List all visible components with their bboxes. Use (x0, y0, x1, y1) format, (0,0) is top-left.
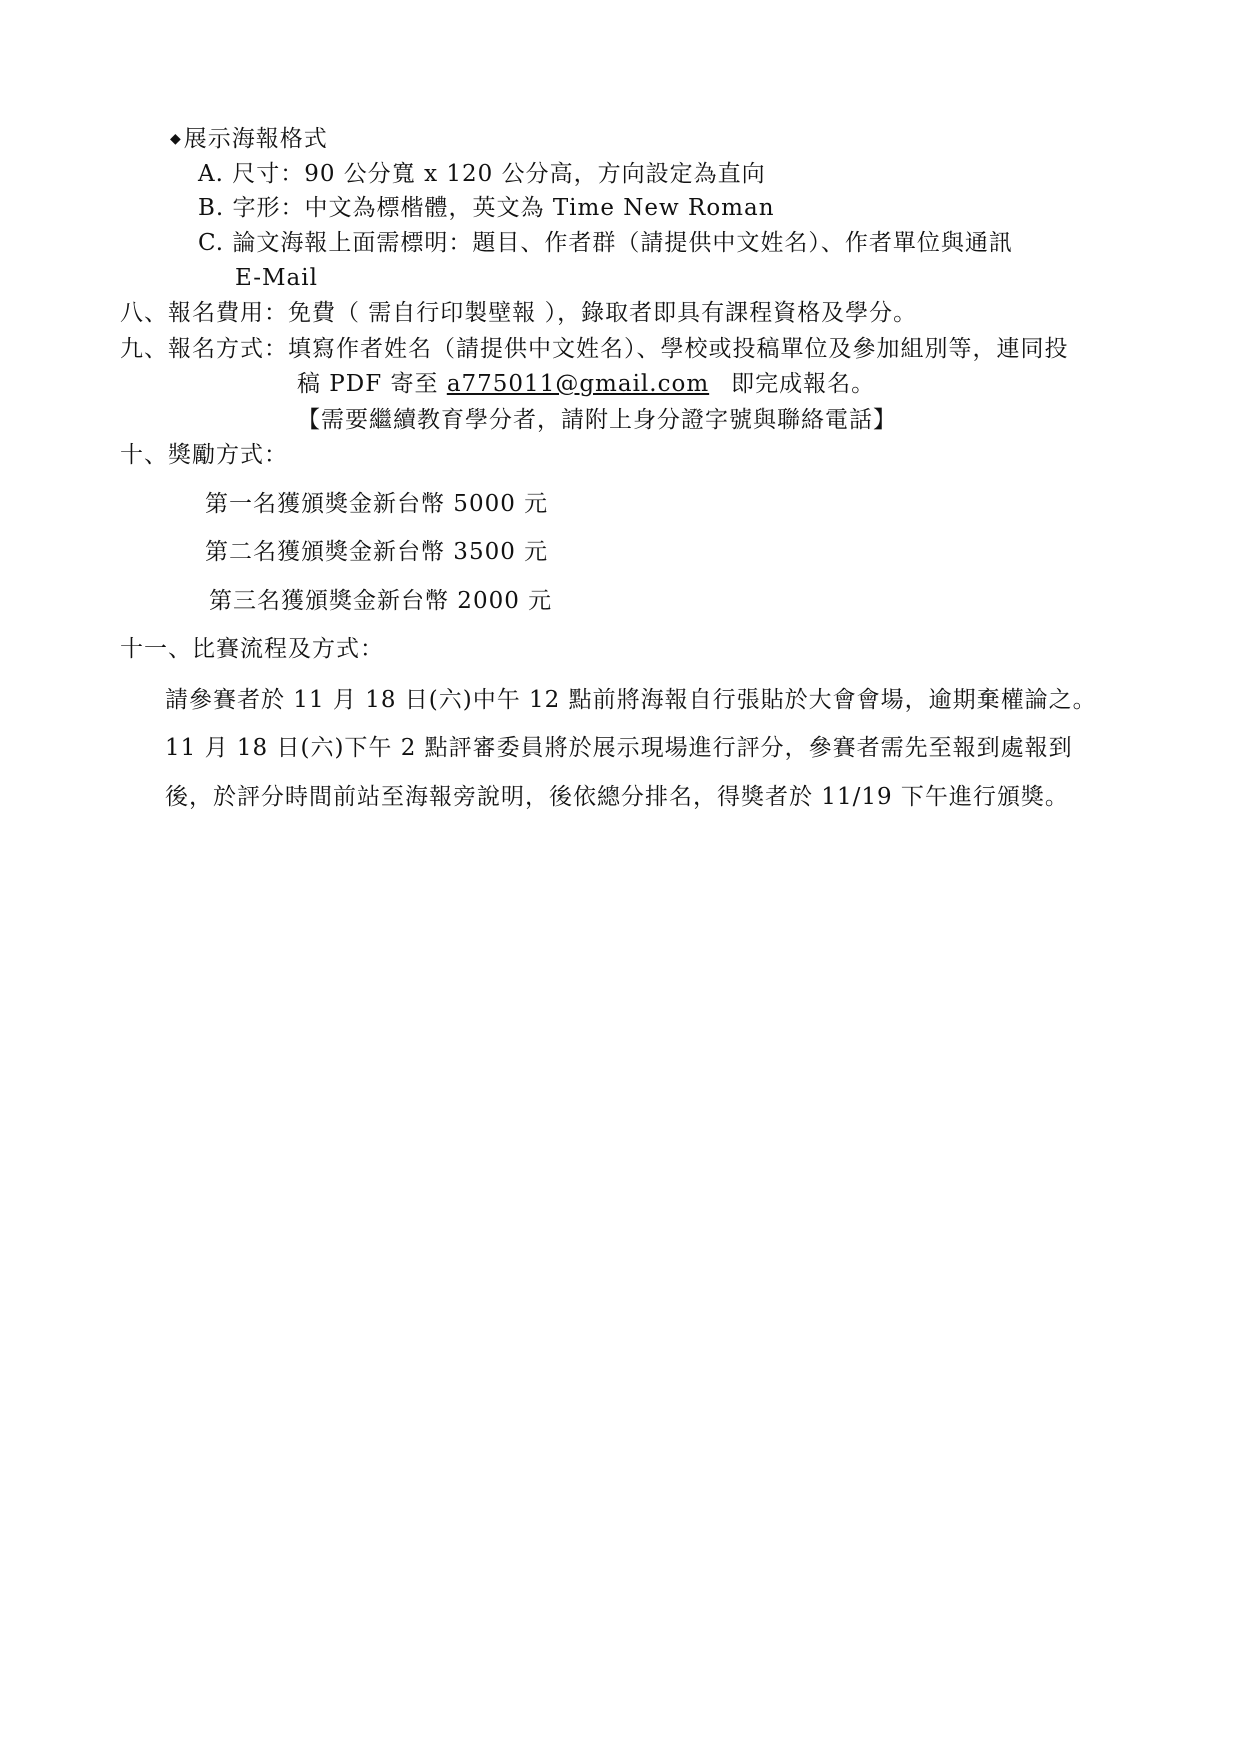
email-link[interactable]: a775011@gmail.com (446, 371, 710, 397)
prize-third: 第三名獲頒獎金新台幣 2000 元 (209, 588, 553, 614)
diamond-bullet-icon: ◆ (170, 131, 182, 147)
poster-format-item-a: A. 尺寸：90 公分寬 x 120 公分高，方向設定為直向 (198, 161, 766, 187)
poster-format-item-b: B. 字形：中文為標楷體，英文為 Time New Roman (198, 195, 775, 221)
prize-second: 第二名獲頒獎金新台幣 3500 元 (205, 539, 549, 565)
section-awards-heading: 十、獎勵方式： (120, 442, 288, 468)
section-registration-fee: 八、報名費用：免費（ 需自行印製壁報 ），錄取者即具有課程資格及學分。 (120, 300, 918, 326)
section-registration-method-line2: 稿 PDF 寄至 a775011@gmail.com 即完成報名。 (297, 371, 876, 397)
poster-format-heading: ◆展示海報格式 (170, 126, 328, 152)
process-line-2: 11 月 18 日(六)下午 2 點評審委員將於展示現場進行評分，參賽者需先至報到處報到 (165, 735, 1073, 761)
section-competition-process-heading: 十一、比賽流程及方式： (120, 636, 384, 662)
prize-first: 第一名獲頒獎金新台幣 5000 元 (205, 491, 549, 517)
poster-format-item-c: C. 論文海報上面需標明：題目、作者群（請提供中文姓名）、作者單位與通訊 (198, 230, 1013, 256)
process-line-1: 請參賽者於 11 月 18 日(六)中午 12 點前將海報自行張貼於大會會場，逾期棄權論之。 (165, 687, 1097, 713)
poster-format-item-c-continuation: E-Mail (235, 265, 318, 291)
credit-note: 【需要繼續教育學分者，請附上身分證字號與聯絡電話】 (297, 407, 897, 433)
section-registration-method: 九、報名方式：填寫作者姓名（請提供中文姓名）、學校或投稿單位及參加組別等，連同投 (120, 336, 1069, 362)
process-line-3: 後，於評分時間前站至海報旁說明，後依總分排名，得獎者於 11/19 下午進行頒獎。 (165, 784, 1069, 810)
